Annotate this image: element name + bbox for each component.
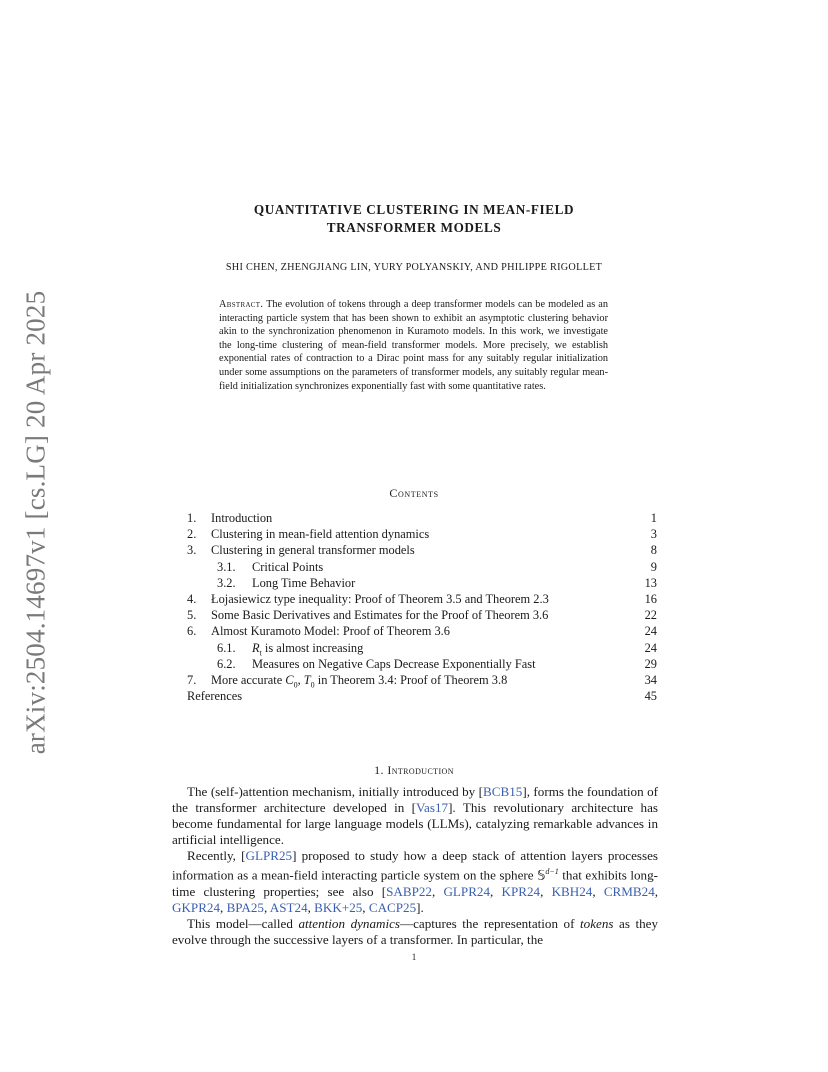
citation-link[interactable]: KBH24 xyxy=(551,883,593,899)
paper-title xyxy=(172,201,656,237)
toc-entry-references[interactable] xyxy=(187,688,657,704)
toc-entry[interactable] xyxy=(187,607,657,623)
toc-label: Almost Kuramoto Model: Proof of Theorem 3.6 xyxy=(211,624,450,639)
toc-number: 1. xyxy=(187,511,197,525)
citation-link[interactable]: SABP22 xyxy=(386,883,432,899)
citation-link[interactable]: GLPR24 xyxy=(443,883,491,899)
citation-link[interactable]: CACP25 xyxy=(368,900,417,916)
toc-page: 34 xyxy=(644,672,657,687)
abstract xyxy=(219,298,608,393)
math-subscript: t xyxy=(259,647,262,657)
toc-entry[interactable] xyxy=(187,510,657,526)
text-run: ] proposed to study how a deep stack of attention layers processes information as a mean-field interacting particle system on the sphere xyxy=(172,848,658,883)
citation-link[interactable]: AST24 xyxy=(269,900,308,916)
toc-subentry[interactable] xyxy=(187,575,657,591)
math-subscript: 0 xyxy=(310,680,315,690)
toc-label: Measures on Negative Caps Decrease Exponentially Fast xyxy=(252,656,536,671)
toc-label xyxy=(252,640,627,656)
paragraph: Recently, [GLPR25] proposed to study how a deep stack of attention layers processes information as a mean-field interacting particle system on the sphere 𝕊$^{d-1}$ that exhibits long-time clustering properties; see also [SABP22, GLPR24, KPR24, KBH24, CRMB24, GKPR24, BPA25, AST24, BKK+25, CACP25]. xyxy=(172,848,659,916)
toc-entry[interactable] xyxy=(187,672,657,688)
title-line-1: QUANTITATIVE CLUSTERING IN MEAN-FIELD xyxy=(253,202,575,217)
toc-subentry[interactable] xyxy=(187,656,657,672)
math-sphere: 𝕊 xyxy=(537,867,546,883)
toc-subentry[interactable] xyxy=(187,559,657,575)
emphasis: attention dynamics xyxy=(298,916,401,932)
section-title: Introduction xyxy=(387,763,454,777)
toc-page: 13 xyxy=(644,575,657,590)
toc-number: 3. xyxy=(187,543,197,558)
text-run: —captures the representation of xyxy=(400,916,581,932)
toc-number: 5. xyxy=(187,608,197,623)
text-run: ]. xyxy=(416,900,424,916)
math-variable: C xyxy=(285,672,294,687)
toc-label: Some Basic Derivatives and Estimates for the Proof of Theorem 3.6 xyxy=(211,608,549,623)
arxiv-stamp xyxy=(22,285,50,760)
body-text xyxy=(172,784,658,948)
toc-label: References xyxy=(187,689,243,704)
toc-label-text: in Theorem 3.4: Proof of Theorem 3.8 xyxy=(314,672,508,687)
toc-label: Critical Points xyxy=(252,559,324,574)
toc-label-text: More accurate xyxy=(211,672,286,687)
toc-page: 22 xyxy=(644,608,657,623)
toc-entry[interactable] xyxy=(187,542,657,558)
toc-label: Łojasiewicz type inequality: Proof of Theorem 3.5 and Theorem 2.3 xyxy=(211,591,549,606)
citation-link[interactable]: Vas17 xyxy=(416,800,449,816)
paragraph xyxy=(172,784,658,848)
author-list: SHI CHEN, ZHENGJIANG LIN, YURY POLYANSKIY, AND PHILIPPE RIGOLLET xyxy=(225,262,603,273)
citation-link[interactable]: BCB15 xyxy=(483,784,523,799)
toc-number: 3.2. xyxy=(217,575,236,590)
toc-page: 24 xyxy=(644,640,657,655)
citation-link[interactable]: GKPR24 xyxy=(172,900,221,916)
arxiv-identifier: arXiv:2504.14697v1 [cs.LG] 20 Apr 2025 xyxy=(20,290,51,755)
title-line-2: TRANSFORMER MODELS xyxy=(326,220,502,235)
text-run: as they evolve through the successive layers of a transformer. In particular, the xyxy=(172,916,659,948)
contents-heading: Contents xyxy=(389,486,439,500)
page-number: 1 xyxy=(411,952,417,962)
emphasis: tokens xyxy=(580,916,614,932)
toc-page: 8 xyxy=(650,543,657,558)
section-heading xyxy=(172,763,656,778)
toc-number: 6. xyxy=(187,624,197,639)
math-subscript: 0 xyxy=(293,680,298,690)
citation-link[interactable]: BKK+25 xyxy=(314,900,363,916)
toc-label xyxy=(211,672,627,688)
table-of-contents xyxy=(187,510,657,704)
toc-page: 1 xyxy=(650,511,657,525)
text-run: that exhibits long-time clustering properties; see also [ xyxy=(172,867,658,899)
toc-page: 24 xyxy=(644,624,657,639)
toc-page: 16 xyxy=(644,591,657,606)
text-run: Recently, [ xyxy=(187,848,246,864)
toc-page: 3 xyxy=(650,527,657,542)
toc-label: Clustering in mean-field attention dynamics xyxy=(211,527,430,542)
toc-page: 29 xyxy=(644,656,657,671)
text-run: ], forms the foundation of the transformer architecture developed in [ xyxy=(172,784,658,816)
toc-label-text: is almost increasing xyxy=(261,640,364,655)
abstract-label: Abstract. xyxy=(219,299,264,310)
math-variable: R xyxy=(252,640,260,655)
text-run: This model—called xyxy=(187,916,299,932)
toc-subentry[interactable] xyxy=(187,640,657,656)
text-run: ]. This revolutionary architecture has become fundamental for large language models (LLMs), catalyzing remarkable advances in artificial intelligence. xyxy=(172,800,658,848)
toc-page: 45 xyxy=(644,689,657,704)
toc-label: Long Time Behavior xyxy=(252,575,356,590)
toc-number: 7. xyxy=(187,672,197,687)
citation-link[interactable]: KPR24 xyxy=(501,883,541,899)
toc-number: 4. xyxy=(187,591,197,606)
math-superscript: d−1 xyxy=(545,867,559,877)
abstract-text: The evolution of tokens through a deep transformer models can be modeled as an interacting particle system that has been shown to exhibit an asymptotic clustering behavior akin to the synchronization phenomenon in Kuramoto models. In this work, we investigate the long-time clustering of mean-field transformer models. More precisely, we establish exponential rates of contraction to a Dirac point mass for any suitably regular initialization under some assumptions on the parameters of transformer models, any suitably regular mean-field initialization synchronizes exponentially fast with some quantitative rates. xyxy=(219,299,608,392)
citation-link[interactable]: GLPR25 xyxy=(245,848,293,864)
toc-label: Clustering in general transformer models xyxy=(211,543,415,558)
citation-link[interactable]: CRMB24 xyxy=(603,883,655,899)
toc-label: Introduction xyxy=(211,511,273,525)
toc-entry[interactable] xyxy=(187,526,657,542)
paragraph xyxy=(172,916,658,948)
toc-number: 6.2. xyxy=(217,656,236,671)
toc-label-text: , xyxy=(297,672,304,687)
citation-link[interactable]: BPA25 xyxy=(226,900,264,916)
toc-number: 3.1. xyxy=(217,559,236,574)
toc-entry[interactable] xyxy=(187,591,657,607)
toc-number: 6.1. xyxy=(217,640,236,655)
section-number: 1. xyxy=(374,763,384,777)
toc-page: 9 xyxy=(650,559,657,574)
math-variable: T xyxy=(303,672,311,687)
toc-number: 2. xyxy=(187,527,197,542)
toc-entry[interactable] xyxy=(187,623,657,639)
text-run: The (self-)attention mechanism, initially introduced by [ xyxy=(187,784,484,799)
